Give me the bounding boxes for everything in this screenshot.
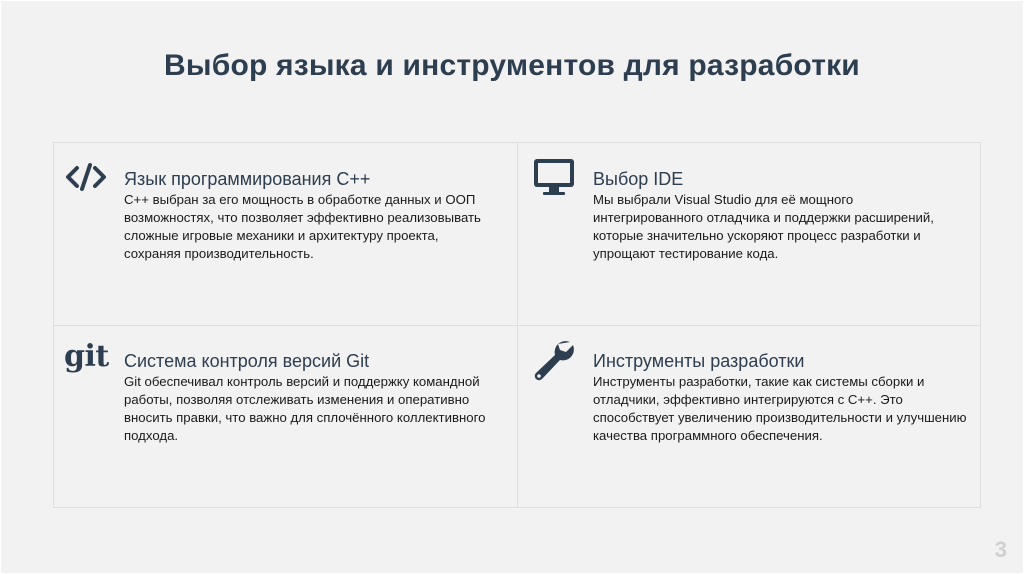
card-ide: [518, 143, 980, 325]
feature-grid: [53, 142, 981, 508]
card-git: [54, 326, 517, 508]
page-number: 3: [994, 537, 1007, 562]
card-title: Система контроля версий Git: [124, 351, 370, 371]
card-text: Инструменты разработки, такие как системы сборки и отладчики, эффективно интегрируются с C++. Это способствует увеличению производительности и улучшению качества программного обеспечения.: [593, 374, 967, 443]
card-title: Язык программирования C++: [124, 169, 371, 189]
slide-title: Выбор языка и инструментов для разработки: [164, 49, 860, 82]
card-tools: [518, 326, 980, 508]
card-cpp: [54, 143, 517, 325]
wrench-icon: [530, 336, 576, 382]
monitor-icon: [532, 157, 576, 197]
slide: [1, 1, 1023, 573]
card-title: Выбор IDE: [593, 169, 684, 189]
card-text: C++ выбран за его мощность в обработке данных и ООП возможностях, что позволяет эффективно реализовывать сложные игровые механики и архитектуру проекта, сохраняя производительность.: [124, 192, 481, 261]
code-icon: [64, 161, 108, 193]
card-title: Инструменты разработки: [593, 351, 805, 371]
card-text: Git обеспечивал контроль версий и поддержку командной работы, позволяя отслеживать изменения и оперативно вносить правки, что важно для сплочённого коллективного подхода.: [124, 374, 486, 443]
git-icon: git: [64, 339, 109, 374]
card-text: Мы выбрали Visual Studio для её мощного интегрированного отладчика и поддержки расширений, которые значительно ускоряют процесс разработки и упрощают тестирование кода.: [593, 192, 934, 261]
